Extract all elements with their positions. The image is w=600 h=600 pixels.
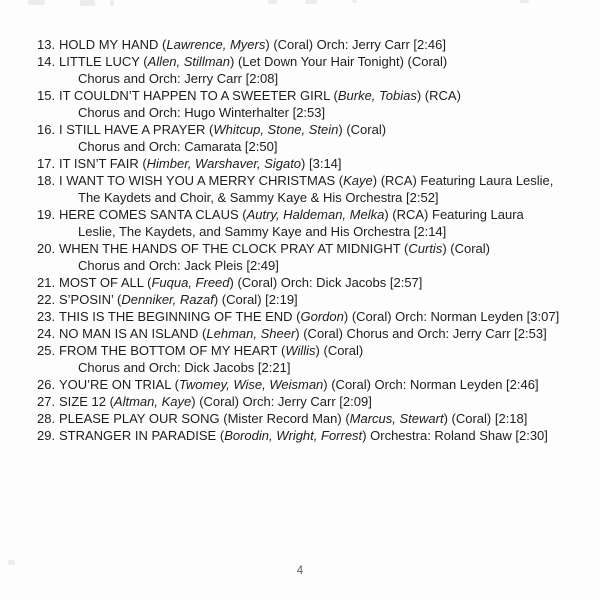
track-line — [0, 240, 600, 257]
track-text: ) (RCA) Featuring Laura — [384, 207, 524, 222]
track-continuation-line — [0, 70, 600, 87]
track-continuation-line — [0, 189, 600, 206]
track-text: ) (Coral) Orch: Norman Leyden [3:07] — [343, 309, 560, 324]
track-line — [0, 308, 600, 325]
track-text: IT COULDN’T HAPPEN TO A SWEETER GIRL ( — [59, 88, 338, 103]
composer-credit: Borodin, Wright, Forrest — [224, 428, 363, 443]
track-line — [0, 376, 600, 393]
track-number: 22. — [37, 292, 56, 307]
track-text: Chorus and Orch: Jack Pleis [2:49] — [78, 258, 279, 273]
composer-credit: Twomey, Wise, Weisman — [178, 377, 324, 392]
track-text: ) (Coral) Orch: Dick Jacobs [2:57] — [229, 275, 423, 290]
track-line — [0, 410, 600, 427]
track-text: PLEASE PLAY OUR SONG (Mister Record Man) ( — [59, 411, 350, 426]
track-text: ) (RCA) Featuring Laura Leslie, — [372, 173, 554, 188]
track-number: 23. — [37, 309, 56, 324]
track-text: Leslie, The Kaydets, and Sammy Kaye and His Orchestra [2:14] — [78, 224, 447, 239]
track-number: 13. — [37, 37, 56, 52]
composer-credit: Lehman, Sheer — [206, 326, 296, 341]
track-line — [0, 206, 600, 223]
track-line — [0, 291, 600, 308]
track-text: FROM THE BOTTOM OF MY HEART ( — [59, 343, 286, 358]
scan-artifact — [268, 0, 277, 4]
track-continuation-line — [0, 138, 600, 155]
composer-credit: Curtis — [408, 241, 443, 256]
scan-artifact — [305, 0, 317, 4]
page-number: 4 — [296, 565, 304, 577]
track-text: ) (Coral) [2:19] — [213, 292, 298, 307]
track-text: IT ISN’T FAIR ( — [59, 156, 147, 171]
track-line — [0, 427, 600, 444]
track-text: ) [3:14] — [301, 156, 342, 171]
track-line — [0, 36, 600, 53]
track-number: 28. — [37, 411, 56, 426]
track-number: 16. — [37, 122, 56, 137]
track-number: 27. — [37, 394, 56, 409]
track-text: Chorus and Orch: Jerry Carr [2:08] — [78, 71, 279, 86]
scan-artifact — [352, 0, 357, 3]
track-number: 21. — [37, 275, 56, 290]
track-line — [0, 274, 600, 291]
track-line — [0, 325, 600, 342]
track-text: ) (Coral) Chorus and Orch: Jerry Carr [2:53] — [295, 326, 547, 341]
track-text: WHEN THE HANDS OF THE CLOCK PRAY AT MIDNIGHT ( — [59, 241, 409, 256]
track-text: I STILL HAVE A PRAYER ( — [59, 122, 214, 137]
composer-credit: Denniker, Razaf — [121, 292, 214, 307]
scan-artifact — [80, 0, 95, 6]
track-text: Chorus and Orch: Dick Jacobs [2:21] — [78, 360, 291, 375]
track-text: HERE COMES SANTA CLAUS ( — [59, 207, 247, 222]
composer-credit: Marcus, Stewart — [349, 411, 444, 426]
track-text: ) (Coral) — [338, 122, 387, 137]
composer-credit: Autry, Haldeman, Melka — [246, 207, 385, 222]
track-text: MOST OF ALL ( — [59, 275, 152, 290]
track-list — [0, 36, 600, 444]
track-text: ) (Coral) Orch: Jerry Carr [2:09] — [191, 394, 372, 409]
composer-credit: Burke, Tobias — [337, 88, 417, 103]
track-text: ) (Coral) Orch: Jerry Carr [2:46] — [265, 37, 446, 52]
track-line — [0, 53, 600, 70]
track-number: 18. — [37, 173, 56, 188]
scan-artifact — [520, 0, 529, 3]
composer-credit: Kaye — [343, 173, 373, 188]
track-text: ) (Coral) [2:18] — [443, 411, 528, 426]
track-line — [0, 87, 600, 104]
composer-credit: Whitcup, Stone, Stein — [213, 122, 339, 137]
track-text: ) Orchestra: Roland Shaw [2:30] — [362, 428, 548, 443]
track-text: THIS IS THE BEGINNING OF THE END ( — [59, 309, 301, 324]
track-number: 19. — [37, 207, 56, 222]
track-text: Chorus and Orch: Hugo Winterhalter [2:53] — [78, 105, 326, 120]
track-text: S’POSIN’ ( — [59, 292, 122, 307]
track-text: YOU’RE ON TRIAL ( — [59, 377, 179, 392]
composer-credit: Fuqua, Freed — [151, 275, 230, 290]
track-line — [0, 121, 600, 138]
track-number: 25. — [37, 343, 56, 358]
scan-artifact — [28, 0, 45, 5]
track-text: ) (Coral) — [315, 343, 364, 358]
track-line — [0, 342, 600, 359]
track-text: Chorus and Orch: Camarata [2:50] — [78, 139, 278, 154]
track-text: ) (RCA) — [416, 88, 461, 103]
track-text: HOLD MY HAND ( — [59, 37, 167, 52]
track-continuation-line — [0, 223, 600, 240]
track-text: ) (Let Down Your Hair Tonight) (Coral) — [230, 54, 448, 69]
track-number: 15. — [37, 88, 56, 103]
composer-credit: Lawrence, Myers — [166, 37, 266, 52]
scan-artifact — [110, 0, 114, 6]
track-continuation-line — [0, 257, 600, 274]
track-number: 17. — [37, 156, 56, 171]
track-text: The Kaydets and Choir, & Sammy Kaye & His Orchestra [2:52] — [78, 190, 439, 205]
track-number: 20. — [37, 241, 56, 256]
composer-credit: Altman, Kaye — [113, 394, 192, 409]
track-line — [0, 155, 600, 172]
track-text: LITTLE LUCY ( — [59, 54, 148, 69]
composer-credit: Allen, Stillman — [147, 54, 230, 69]
track-text: ) (Coral) — [442, 241, 490, 256]
track-continuation-line — [0, 359, 600, 376]
track-line — [0, 172, 600, 189]
composer-credit: Himber, Warshaver, Sigato — [146, 156, 302, 171]
track-text: STRANGER IN PARADISE ( — [59, 428, 225, 443]
composer-credit: Gordon — [300, 309, 344, 324]
track-text: NO MAN IS AN ISLAND ( — [59, 326, 207, 341]
track-number: 29. — [37, 428, 56, 443]
track-number: 26. — [37, 377, 56, 392]
track-number: 24. — [37, 326, 56, 341]
track-continuation-line — [0, 104, 600, 121]
track-text: SIZE 12 ( — [59, 394, 114, 409]
composer-credit: Willis — [285, 343, 316, 358]
track-number: 14. — [37, 54, 56, 69]
track-text: ) (Coral) Orch: Norman Leyden [2:46] — [323, 377, 539, 392]
track-text: I WANT TO WISH YOU A MERRY CHRISTMAS ( — [59, 173, 344, 188]
track-line — [0, 393, 600, 410]
